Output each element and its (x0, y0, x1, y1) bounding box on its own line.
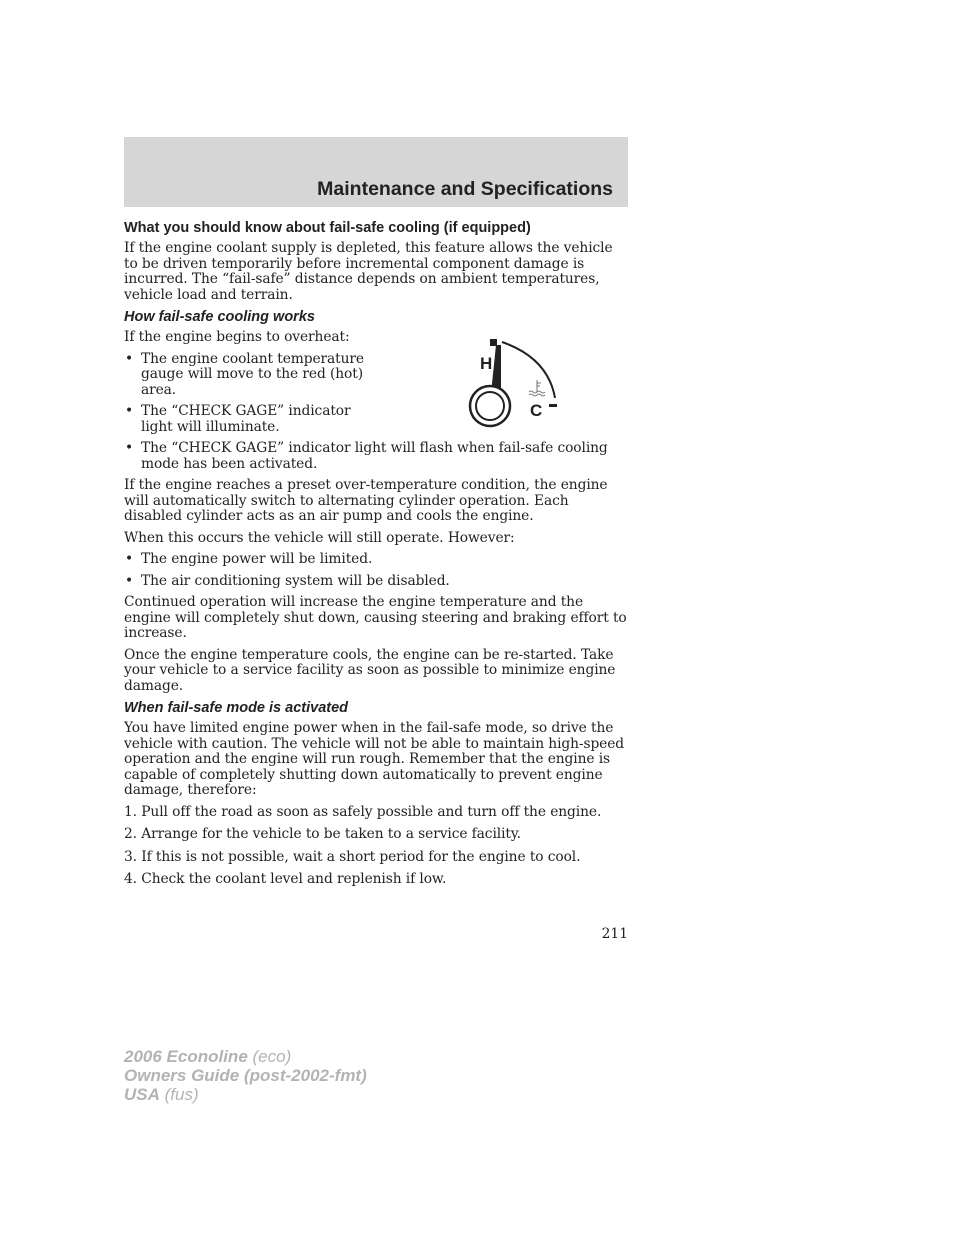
restart-paragraph: Once the engine temperature cools, the engine can be re-started. Take your vehicle to a service facility as soon as possible to minimize engine damage. (124, 646, 616, 694)
page-content (124, 220, 628, 895)
continued-operation-paragraph: Continued operation will increase the engine temperature and the engine will completely shut down, causing steering and braking effort to increase. (124, 594, 627, 641)
over-temp-paragraph: If the engine reaches a preset over-temperature condition, the engine will automatically switch to alternating cylinder operation. Each disabled cylinder acts as an air pump and cools the engine. (124, 477, 608, 524)
steps-list (124, 805, 628, 888)
list-item: • The “CHECK GAGE” indicator light will flash when fail-safe cooling mode has been activated. (125, 440, 608, 472)
footer-line-3: USA (fus) (124, 1085, 199, 1104)
limitation-bullets (124, 552, 628, 589)
footer-line-1: 2006 Econoline (eco) (124, 1047, 292, 1066)
subheading-how: How fail-safe cooling works (124, 309, 315, 325)
cold-label: C (530, 401, 543, 420)
overheat-lead: If the engine begins to overheat: (124, 329, 350, 345)
list-item: 2. Arrange for the vehicle to be taken to a service facility. (124, 826, 521, 842)
section-header-band (124, 137, 628, 207)
coolant-gauge-svg (460, 336, 570, 431)
coolant-temperature-icon (529, 380, 545, 396)
coolant-gauge-illustration (460, 336, 570, 431)
cold-marker (549, 404, 557, 407)
subheading-when: When fail-safe mode is activated (124, 700, 349, 716)
list-item: • The air conditioning system will be disabled. (125, 572, 450, 589)
list-item: • The engine power will be limited. (125, 551, 373, 567)
fail-safe-mode-paragraph: You have limited engine power when in the fail-safe mode, so drive the vehicle with caution. The vehicle will not be able to maintain high-speed operation and the engine will run rough. Remember that the engine is capable of completely shutting down automatically to prevent engine damage, therefore: (124, 720, 625, 798)
document-footer (124, 1047, 367, 1104)
list-item: • The engine coolant temperature gauge will move to the red (hot) area. (125, 350, 364, 398)
still-operate-paragraph: When this occurs the vehicle will still operate. However: (124, 529, 515, 546)
intro-paragraph: If the engine coolant supply is depleted, this feature allows the vehicle to be driven temporarily before incremental component damage is incurred. The “fail-safe” distance depends on ambient temperatures, vehicle load and terrain. (124, 240, 613, 303)
list-item: 1. Pull off the road as soon as safely possible and turn off the engine. (124, 803, 602, 820)
hot-marker (490, 339, 497, 346)
footer-line-2: Owners Guide (post-2002-fmt) (124, 1066, 367, 1085)
list-item: • The “CHECK GAGE” indicator light will illuminate. (125, 403, 351, 435)
hot-label: H (480, 354, 493, 373)
section-title: Maintenance and Specifications (317, 178, 613, 200)
page-number: 211 (601, 926, 628, 942)
section-heading: What you should know about fail-safe cooling (if equipped) (124, 220, 531, 236)
list-item: 4. Check the coolant level and replenish if low. (124, 871, 447, 887)
list-item: 3. If this is not possible, wait a short period for the engine to cool. (124, 848, 581, 865)
